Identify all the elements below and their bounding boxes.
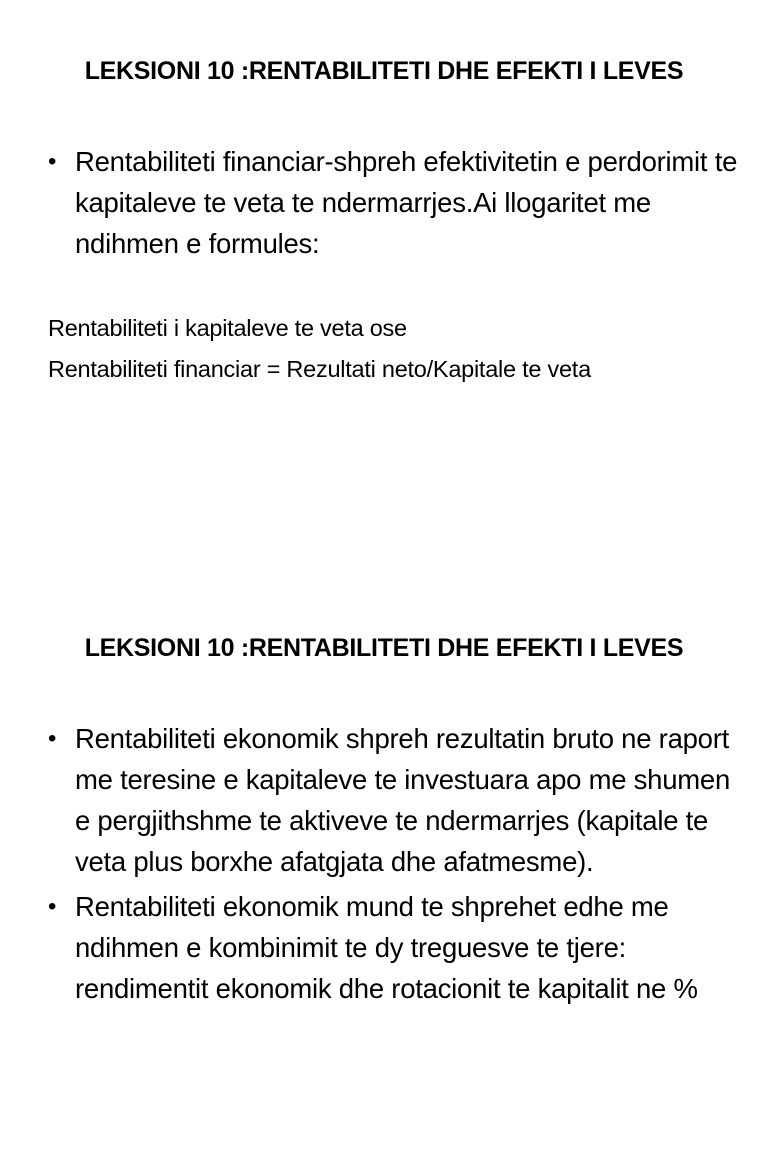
slide-2-bullet-list xyxy=(48,718,738,1013)
slide-1-bullet-1-text: Rentabiliteti financiar-shpreh efektivitetin e perdorimit te kapitaleve te veta te ndermarrjes.Ai llogaritet me ndihmen e formules: xyxy=(75,146,738,259)
slide-1-bullet-list xyxy=(48,141,738,268)
slide-2-bullet-1-text: Rentabiliteti ekonomik shpreh rezultatin bruto ne raport me teresine e kapitaleve te investuara apo me shumen e pergjithshme te aktiveve te ndermarrjes (kapitale te veta plus borxhe afatgjata dhe afatmesme). xyxy=(75,723,731,877)
slide-2-bullet-2-text: Rentabiliteti ekonomik mund te shprehet edhe me ndihmen e kombinimit te dy treguesve te tjere: rendimentit ekonomik dhe rotacionit te kapitalit ne % xyxy=(75,891,698,1004)
bullet-dot-icon: • xyxy=(48,148,57,175)
slide-1-line-2: Rentabiliteti financiar = Rezultati neto/Kapitale te veta xyxy=(48,356,591,382)
slide-2-bullet-2 xyxy=(48,886,738,1009)
slide-2 xyxy=(0,576,768,1152)
slide-2-title: LEKSIONI 10 :RENTABILITETI DHE EFEKTI I LEVES xyxy=(84,634,684,662)
slide-1-line-1: Rentabiliteti i kapitaleve te veta ose xyxy=(48,315,407,341)
bullet-dot-icon: • xyxy=(48,725,57,752)
slide-1-title: LEKSIONI 10 :RENTABILITETI DHE EFEKTI I LEVES xyxy=(84,57,684,85)
slide-2-bullet-1 xyxy=(48,718,738,882)
slide-1-bullet-1 xyxy=(48,141,738,264)
bullet-dot-icon: • xyxy=(48,893,57,920)
